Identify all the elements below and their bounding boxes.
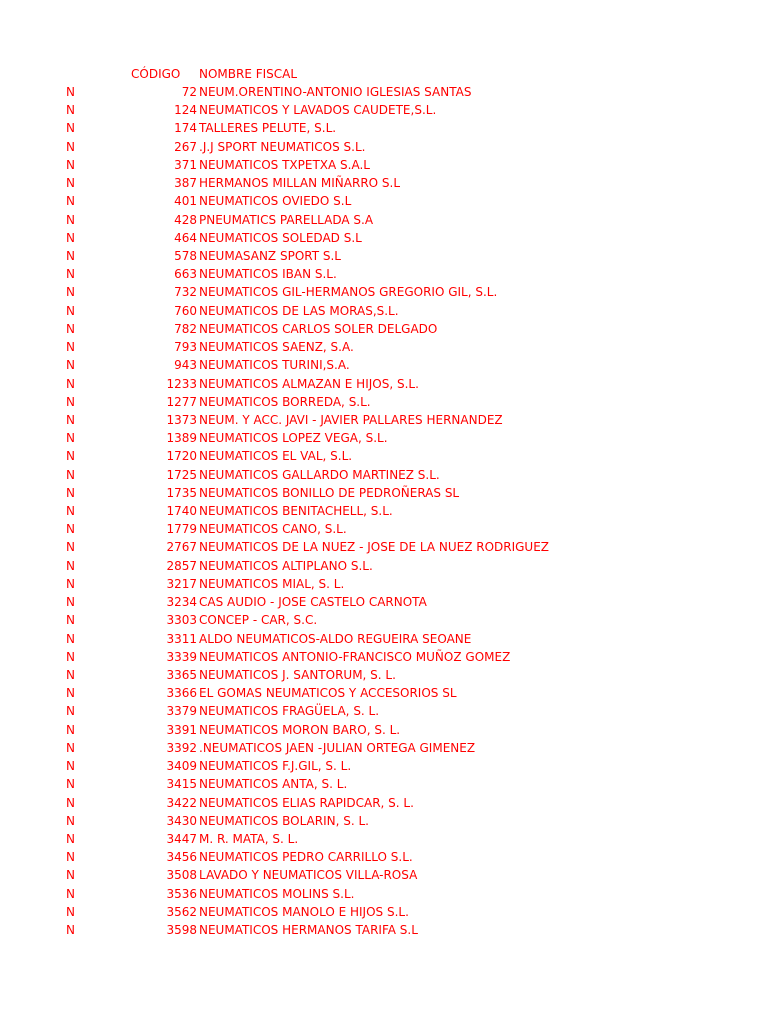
row-flag: N [66, 431, 75, 446]
row-flag: N [66, 813, 75, 828]
row-flag: N [66, 868, 75, 883]
row-nombre-fiscal: EL GOMAS NEUMATICOS Y ACCESORIOS SL [199, 686, 457, 701]
table-row [0, 812, 768, 830]
row-code: 72 [181, 85, 197, 99]
row-code: 760 [174, 303, 197, 318]
table-row [0, 739, 768, 757]
row-flag: N [66, 85, 75, 99]
row-flag: N [66, 394, 75, 409]
row-flag: N [66, 576, 75, 591]
table-header [0, 65, 768, 83]
row-code: 943 [174, 358, 197, 373]
row-code: 3598 [166, 923, 197, 938]
row-flag: N [66, 358, 75, 373]
row-flag: N [66, 777, 75, 792]
row-nombre-fiscal: NEUMATICOS TXPETXA S.A.L [199, 157, 370, 172]
row-nombre-fiscal: NEUMATICOS EL VAL, S.L. [199, 449, 353, 464]
table-row [0, 848, 768, 866]
row-code: 174 [174, 121, 197, 136]
table-row [0, 83, 768, 101]
row-code: 3456 [166, 850, 197, 865]
row-code: 3365 [166, 668, 197, 682]
table-row [0, 338, 768, 356]
row-nombre-fiscal: NEUMATICOS FRAGÜELA, S. L. [199, 704, 380, 719]
row-code: 1389 [166, 431, 197, 446]
table-row [0, 138, 768, 156]
row-nombre-fiscal: NEUMATICOS ALMAZAN E HIJOS, S.L. [199, 376, 419, 391]
row-flag: N [66, 157, 75, 172]
table-row [0, 447, 768, 465]
row-nombre-fiscal: M. R. MATA, S. L. [199, 831, 299, 846]
row-nombre-fiscal: NEUMATICOS J. SANTORUM, S. L. [199, 668, 396, 682]
table-row [0, 265, 768, 283]
column-header-nombre-fiscal: NOMBRE FISCAL [199, 67, 298, 81]
table-row [0, 411, 768, 429]
row-code: 3339 [166, 649, 197, 664]
table-row [0, 156, 768, 174]
row-code: 3311 [166, 631, 197, 646]
table-row [0, 229, 768, 247]
row-nombre-fiscal: NEUMATICOS F.J.GIL, S. L. [199, 759, 352, 774]
table-row [0, 903, 768, 921]
row-nombre-fiscal: NEUMATICOS IBAN S.L. [199, 267, 337, 282]
row-flag: N [66, 376, 75, 391]
row-nombre-fiscal: CAS AUDIO - JOSE CASTELO CARNOTA [199, 595, 427, 610]
row-flag: N [66, 285, 75, 300]
row-flag: N [66, 686, 75, 701]
row-code: 371 [174, 157, 197, 172]
row-code: 1233 [166, 376, 197, 391]
row-nombre-fiscal: NEUM.ORENTINO-ANTONIO IGLESIAS SANTAS [199, 85, 472, 99]
table-row [0, 520, 768, 538]
table-row [0, 484, 768, 502]
table-row [0, 630, 768, 648]
row-nombre-fiscal: NEUMATICOS HERMANOS TARIFA S.L [199, 923, 418, 938]
row-code: 3422 [166, 795, 197, 810]
row-code: 387 [174, 176, 197, 191]
table-row [0, 302, 768, 320]
row-flag: N [66, 704, 75, 719]
row-code: 3430 [166, 813, 197, 828]
row-flag: N [66, 923, 75, 938]
row-nombre-fiscal: NEUMATICOS MOLINS S.L. [199, 886, 355, 901]
row-code: 1373 [166, 412, 197, 427]
row-nombre-fiscal: NEUMATICOS PEDRO CARRILLO S.L. [199, 850, 413, 865]
row-flag: N [66, 595, 75, 610]
row-nombre-fiscal: NEUMATICOS GALLARDO MARTINEZ S.L. [199, 467, 440, 482]
row-flag: N [66, 340, 75, 355]
row-nombre-fiscal: NEUMATICOS MORON BARO, S. L. [199, 722, 401, 737]
row-code: 124 [174, 103, 197, 118]
row-nombre-fiscal: NEUMATICOS SOLEDAD S.L [199, 230, 362, 245]
table-row [0, 101, 768, 119]
row-flag: N [66, 176, 75, 191]
row-code: 3562 [166, 904, 197, 919]
row-flag: N [66, 558, 75, 573]
row-code: 3447 [166, 831, 197, 846]
row-flag: N [66, 467, 75, 482]
row-flag: N [66, 139, 75, 154]
row-nombre-fiscal: NEUMATICOS Y LAVADOS CAUDETE,S.L. [199, 103, 437, 118]
row-flag: N [66, 886, 75, 901]
row-nombre-fiscal: NEUM. Y ACC. JAVI - JAVIER PALLARES HERNANDEZ [199, 412, 503, 427]
table-row [0, 557, 768, 575]
row-nombre-fiscal: .NEUMATICOS JAEN -JULIAN ORTEGA GIMENEZ [199, 740, 476, 755]
table-row [0, 356, 768, 374]
row-nombre-fiscal: TALLERES PELUTE, S.L. [199, 121, 337, 136]
table-row [0, 611, 768, 629]
table-row [0, 393, 768, 411]
table-row [0, 247, 768, 265]
row-flag: N [66, 740, 75, 755]
row-flag: N [66, 631, 75, 646]
row-code: 578 [174, 248, 197, 263]
row-flag: N [66, 504, 75, 519]
table-row [0, 575, 768, 593]
row-flag: N [66, 904, 75, 919]
row-flag: N [66, 613, 75, 628]
row-flag: N [66, 540, 75, 555]
row-code: 3415 [166, 777, 197, 792]
table-row [0, 283, 768, 301]
row-code: 3409 [166, 759, 197, 774]
row-code: 663 [174, 267, 197, 282]
row-nombre-fiscal: .J.J SPORT NEUMATICOS S.L. [199, 139, 366, 154]
row-flag: N [66, 449, 75, 464]
table-row [0, 320, 768, 338]
table-row [0, 119, 768, 137]
row-flag: N [66, 412, 75, 427]
table-row [0, 830, 768, 848]
row-code: 3391 [166, 722, 197, 737]
row-nombre-fiscal: LAVADO Y NEUMATICOS VILLA-ROSA [199, 868, 418, 883]
row-flag: N [66, 212, 75, 227]
table-row [0, 721, 768, 739]
row-nombre-fiscal: NEUMATICOS ALTIPLANO S.L. [199, 558, 373, 573]
table-row [0, 648, 768, 666]
row-code: 2857 [166, 558, 197, 573]
table-row [0, 211, 768, 229]
row-nombre-fiscal: NEUMATICOS OVIEDO S.L [199, 194, 352, 209]
row-flag: N [66, 321, 75, 336]
row-code: 3392 [166, 740, 197, 755]
table-row [0, 757, 768, 775]
row-code: 782 [174, 321, 197, 336]
row-flag: N [66, 850, 75, 865]
row-flag: N [66, 303, 75, 318]
row-code: 793 [174, 340, 197, 355]
table-row [0, 375, 768, 393]
row-flag: N [66, 267, 75, 282]
row-code: 3303 [166, 613, 197, 628]
row-nombre-fiscal: NEUMATICOS GIL-HERMANOS GREGORIO GIL, S.L. [199, 285, 498, 300]
row-nombre-fiscal: NEUMATICOS DE LAS MORAS,S.L. [199, 303, 399, 318]
row-flag: N [66, 759, 75, 774]
table-row [0, 684, 768, 702]
table-row [0, 702, 768, 720]
row-flag: N [66, 831, 75, 846]
column-header-codigo: CÓDIGO [131, 67, 181, 81]
row-nombre-fiscal: CONCEP - CAR, S.C. [199, 613, 318, 628]
row-nombre-fiscal: NEUMATICOS BOLARIN, S. L. [199, 813, 369, 828]
row-code: 401 [174, 194, 197, 209]
row-nombre-fiscal: NEUMASANZ SPORT S.L [199, 248, 341, 263]
row-flag: N [66, 795, 75, 810]
row-code: 1720 [166, 449, 197, 464]
table-row [0, 429, 768, 447]
row-code: 3536 [166, 886, 197, 901]
row-code: 1740 [166, 504, 197, 519]
row-nombre-fiscal: NEUMATICOS TURINI,S.A. [199, 358, 350, 373]
row-code: 3366 [166, 686, 197, 701]
row-flag: N [66, 668, 75, 682]
row-nombre-fiscal: NEUMATICOS SAENZ, S.A. [199, 340, 354, 355]
table-row [0, 538, 768, 556]
table-row [0, 866, 768, 884]
table-row [0, 192, 768, 210]
row-code: 1779 [166, 522, 197, 537]
row-nombre-fiscal: NEUMATICOS CARLOS SOLER DELGADO [199, 321, 438, 336]
row-flag: N [66, 103, 75, 118]
row-code: 267 [174, 139, 197, 154]
row-nombre-fiscal: ALDO NEUMATICOS-ALDO REGUEIRA SEOANE [199, 631, 472, 646]
row-nombre-fiscal: NEUMATICOS ANTONIO-FRANCISCO MUÑOZ GOMEZ [199, 649, 511, 664]
row-nombre-fiscal: NEUMATICOS BONILLO DE PEDROÑERAS SL [199, 485, 460, 500]
row-code: 732 [174, 285, 197, 300]
row-nombre-fiscal: NEUMATICOS BENITACHELL, S.L. [199, 504, 393, 519]
row-nombre-fiscal: PNEUMATICS PARELLADA S.A [199, 212, 374, 227]
row-nombre-fiscal: NEUMATICOS MIAL, S. L. [199, 576, 345, 591]
row-nombre-fiscal: HERMANOS MILLAN MIÑARRO S.L [199, 176, 401, 191]
row-flag: N [66, 248, 75, 263]
row-nombre-fiscal: NEUMATICOS MANOLO E HIJOS S.L. [199, 904, 409, 919]
table-row [0, 502, 768, 520]
row-nombre-fiscal: NEUMATICOS ANTA, S. L. [199, 777, 348, 792]
row-code: 3217 [166, 576, 197, 591]
row-nombre-fiscal: NEUMATICOS DE LA NUEZ - JOSE DE LA NUEZ RODRIGUEZ [199, 540, 550, 555]
table-row [0, 775, 768, 793]
row-nombre-fiscal: NEUMATICOS LOPEZ VEGA, S.L. [199, 431, 388, 446]
table-row [0, 666, 768, 684]
row-flag: N [66, 485, 75, 500]
table-row [0, 794, 768, 812]
row-code: 3234 [166, 595, 197, 610]
row-nombre-fiscal: NEUMATICOS CANO, S.L. [199, 522, 347, 537]
row-flag: N [66, 649, 75, 664]
row-code: 1725 [166, 467, 197, 482]
row-flag: N [66, 121, 75, 136]
customer-list [0, 83, 768, 939]
table-row [0, 593, 768, 611]
row-code: 428 [174, 212, 197, 227]
row-flag: N [66, 522, 75, 537]
row-code: 464 [174, 230, 197, 245]
table-row [0, 466, 768, 484]
table-row [0, 921, 768, 939]
row-nombre-fiscal: NEUMATICOS BORREDA, S.L. [199, 394, 371, 409]
row-flag: N [66, 194, 75, 209]
row-code: 1277 [166, 394, 197, 409]
row-flag: N [66, 230, 75, 245]
table-row [0, 174, 768, 192]
row-code: 3508 [166, 868, 197, 883]
row-code: 2767 [166, 540, 197, 555]
row-nombre-fiscal: NEUMATICOS ELIAS RAPIDCAR, S. L. [199, 795, 414, 810]
table-row [0, 885, 768, 903]
row-code: 3379 [166, 704, 197, 719]
row-flag: N [66, 722, 75, 737]
row-code: 1735 [166, 485, 197, 500]
